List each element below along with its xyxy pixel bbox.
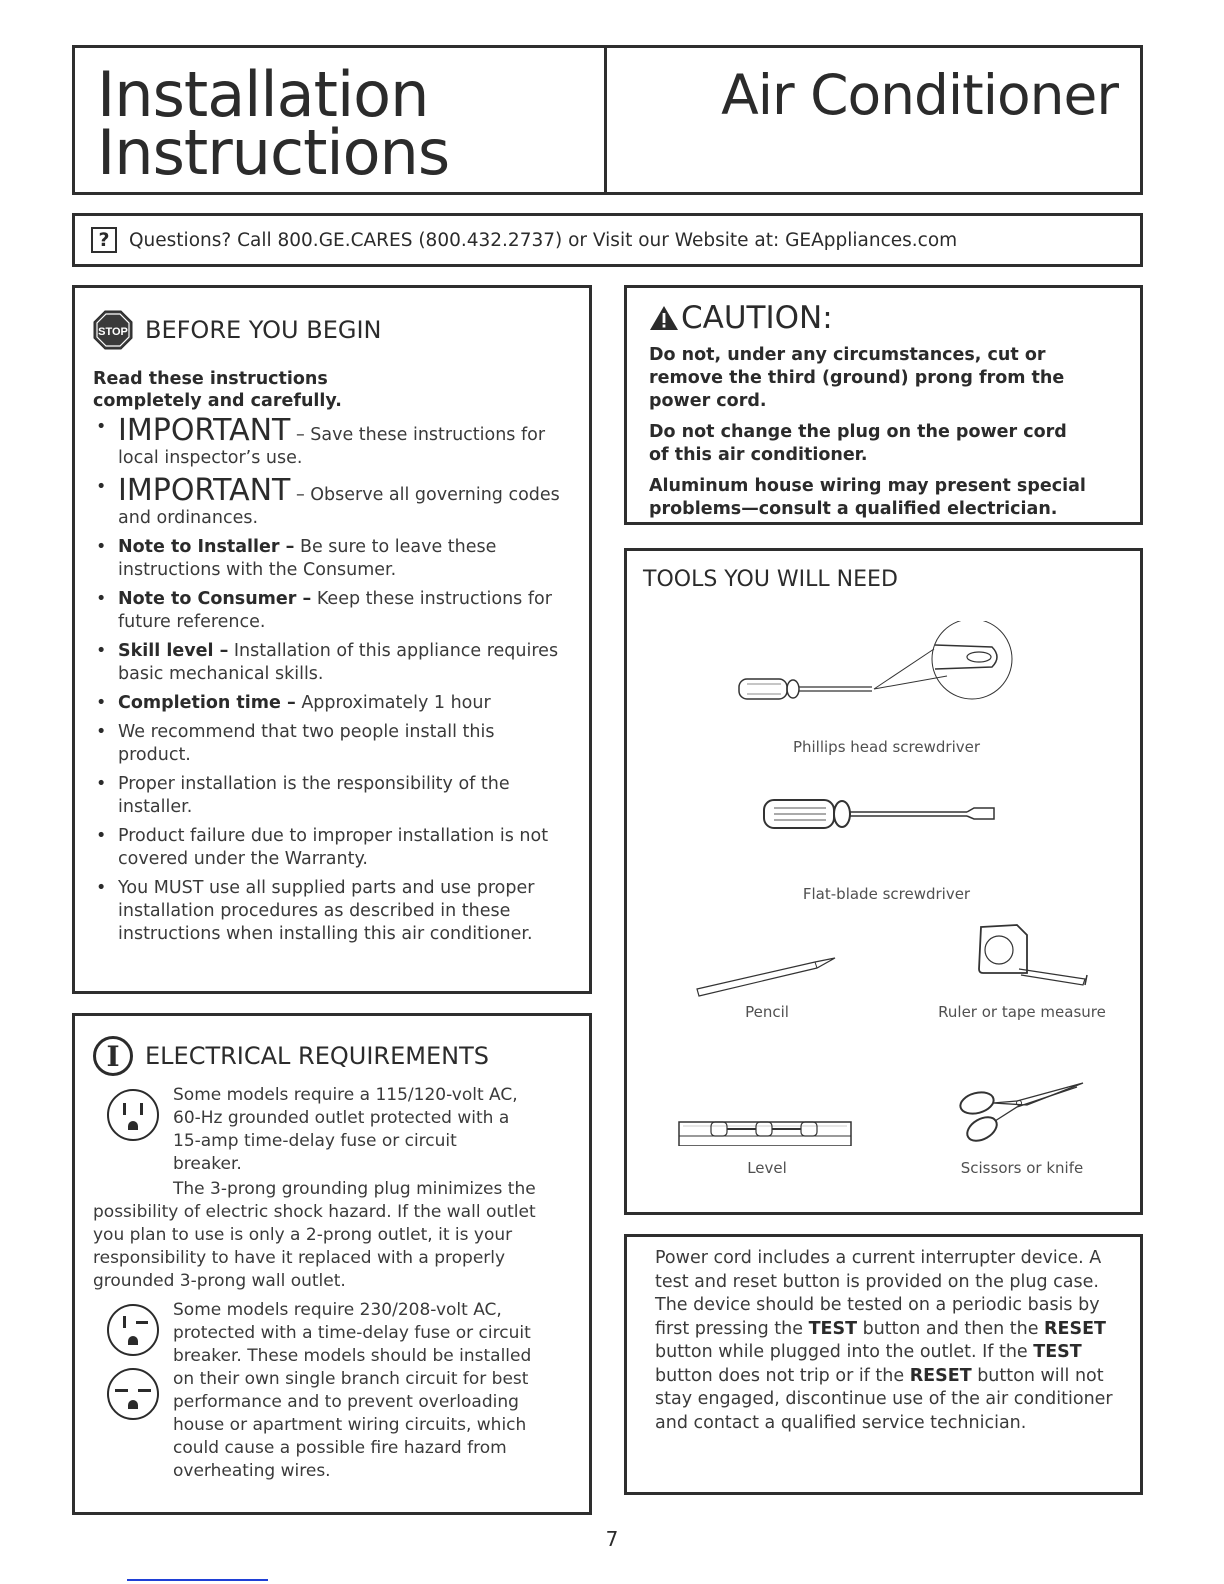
test-label: TEST bbox=[808, 1318, 858, 1339]
document-title bbox=[97, 58, 450, 189]
instructions-list bbox=[93, 413, 571, 946]
caution-paragraph: Do not, under any circumstances, cut or remove the third (ground) prong from the power cord. bbox=[649, 345, 1065, 411]
electrical-para-1: Some models require a 115/120-volt AC, 60-Hz grounded outlet protected with a 15-amp time-delay fuse or circuit breaker. bbox=[173, 1085, 518, 1174]
tape-measure-icon bbox=[977, 923, 1097, 993]
flat-screwdriver-icon bbox=[762, 796, 1012, 836]
title-line-2: Instructions bbox=[97, 116, 450, 189]
caution-section bbox=[624, 285, 1143, 525]
tools-heading: TOOLS YOU WILL NEED bbox=[643, 567, 898, 592]
pencil-icon bbox=[695, 956, 845, 1006]
lead-text: Read these instructions completely and carefully. bbox=[93, 369, 342, 411]
header-product-box bbox=[604, 45, 1143, 195]
tool-label: Pencil bbox=[745, 1003, 789, 1021]
power-cord-section bbox=[624, 1234, 1143, 1495]
list-item: • Proper installation is the responsibility of the installer. bbox=[93, 773, 571, 819]
230v-outlet-icon-b bbox=[106, 1367, 160, 1421]
caution-paragraph: Do not change the plug on the power cord of this air conditioner. bbox=[649, 422, 1067, 465]
test-label: TEST bbox=[1033, 1342, 1082, 1362]
list-item: • IMPORTANT – Save these instructions for local inspector’s use. bbox=[93, 416, 571, 470]
heading-text: ELECTRICAL REQUIREMENTS bbox=[145, 1042, 489, 1070]
230v-outlet-icon-a bbox=[106, 1303, 160, 1357]
phillips-screwdriver-icon bbox=[737, 621, 1027, 721]
question-mark-icon: ? bbox=[91, 227, 117, 253]
tool-label: Flat-blade screwdriver bbox=[802, 885, 971, 903]
caution-paragraph: Aluminum house wiring may present special problems—consult a qualified electrician. bbox=[649, 476, 1086, 519]
info-i-icon: I bbox=[93, 1036, 133, 1076]
warning-triangle-icon bbox=[649, 305, 679, 331]
heading-text: BEFORE YOU BEGIN bbox=[145, 316, 382, 344]
list-item: • We recommend that two people install this product. bbox=[93, 721, 571, 767]
electrical-para-2: The 3-prong grounding plug minimizes the possibility of electric shock hazard. If the wall outlet you plan to use is only a 2-prong outlet, it is your responsibility to have it replaced with a properly grounded 3-prong wall outlet. bbox=[93, 1179, 536, 1291]
questions-bar bbox=[72, 213, 1143, 267]
title-line-1: Installation bbox=[97, 58, 429, 131]
tool-label: Scissors or knife bbox=[960, 1159, 1084, 1177]
caution-heading-text: CAUTION: bbox=[681, 300, 833, 336]
list-item: • Note to Consumer – Keep these instructions for future reference. bbox=[93, 588, 571, 634]
product-title: Air Conditioner bbox=[721, 63, 1118, 127]
electrical-para-3: Some models require 230/208-volt AC, protected with a time-delay fuse or circuit breaker. These models should be installed on their own single branch circuit for best performance and to prevent overloading house or apartment wiring circuits, which could cause a possible fire hazard from overheating wires. bbox=[173, 1300, 532, 1481]
tool-label: Ruler or tape measure bbox=[938, 1003, 1106, 1021]
header-title-box bbox=[72, 45, 607, 195]
list-item: • Completion time – Approximately 1 hour bbox=[93, 692, 571, 715]
power-cord-text: Power cord includes a current interrupter device. A test and reset button is provided on the plug case. The device should be tested on a periodic basis by first pressing the TEST button and then the RESET button while plugged into the outlet. If the TEST button does not trip or if the RESET button will not stay engaged, discontinue use of the air conditioner and contact a qualified service technician. bbox=[655, 1248, 1113, 1433]
list-item: • You MUST use all supplied parts and use proper installation procedures as described in these instructions when installing this air conditioner. bbox=[93, 877, 571, 946]
scissors-icon bbox=[957, 1081, 1087, 1146]
svg-text:STOP: STOP bbox=[98, 326, 128, 338]
level-icon bbox=[677, 1116, 857, 1146]
list-item: • IMPORTANT – Observe all governing codes and ordinances. bbox=[93, 476, 571, 530]
caution-heading bbox=[649, 300, 1118, 336]
stop-sign-icon bbox=[93, 310, 133, 350]
tools-section bbox=[624, 548, 1143, 1215]
tool-label: Level bbox=[747, 1159, 787, 1177]
list-item: • Skill level – Installation of this appliance requires basic mechanical skills. bbox=[93, 640, 571, 686]
reset-label: RESET bbox=[909, 1365, 972, 1386]
tool-label: Phillips head screwdriver bbox=[792, 738, 981, 756]
link-underline[interactable] bbox=[127, 1579, 268, 1581]
page-number: 7 bbox=[605, 1527, 619, 1551]
reset-label: RESET bbox=[1044, 1318, 1106, 1339]
contact-text: Questions? Call 800.GE.CARES (800.432.2737) or Visit our Website at: GEAppliances.com bbox=[129, 229, 958, 251]
electrical-requirements-section bbox=[72, 1013, 592, 1515]
section-heading bbox=[93, 1036, 571, 1076]
outlet-230v-row bbox=[93, 1299, 571, 1483]
outlet-115v-row bbox=[93, 1084, 571, 1176]
section-heading bbox=[93, 310, 571, 350]
list-item: • Note to Installer – Be sure to leave these instructions with the Consumer. bbox=[93, 536, 571, 582]
three-prong-outlet-icon bbox=[106, 1088, 160, 1142]
before-you-begin-section bbox=[72, 285, 592, 994]
list-item: • Product failure due to improper installation is not covered under the Warranty. bbox=[93, 825, 571, 871]
